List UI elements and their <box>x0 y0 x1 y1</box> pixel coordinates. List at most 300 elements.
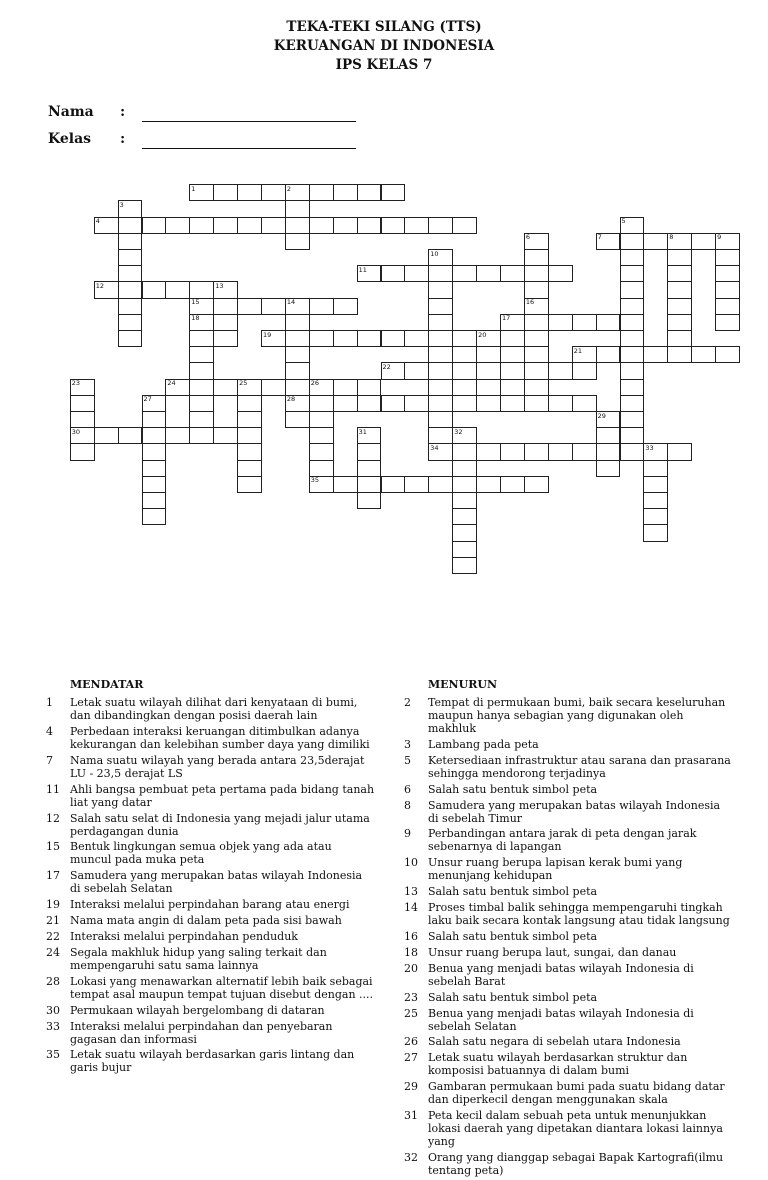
down-clue <box>404 754 734 780</box>
crossword-cell[interactable] <box>452 443 477 460</box>
crossword-cell[interactable] <box>715 249 740 266</box>
crossword-cell[interactable] <box>620 298 645 315</box>
clue-text: Salah satu bentuk simbol peta <box>428 782 598 796</box>
clue-text: Benua yang menjadi batas wilayah Indonesia di sebelah Barat <box>428 961 694 988</box>
crossword-cell[interactable] <box>691 346 716 363</box>
crossword-cell[interactable] <box>596 460 621 477</box>
crossword-cell[interactable] <box>524 314 549 331</box>
crossword-cell[interactable] <box>333 379 358 396</box>
crossword-cell[interactable] <box>165 217 190 234</box>
clue-number: 19 <box>263 330 272 339</box>
crossword-cell[interactable] <box>285 379 310 396</box>
crossword-cell[interactable] <box>428 314 453 331</box>
crossword-cell[interactable] <box>667 330 692 347</box>
crossword-cell[interactable] <box>452 362 477 379</box>
crossword-cell[interactable] <box>452 492 477 509</box>
crossword-cell[interactable] <box>333 298 358 315</box>
crossword-cell[interactable] <box>213 217 238 234</box>
crossword-cell[interactable] <box>309 217 334 234</box>
crossword-cell[interactable] <box>357 476 382 493</box>
crossword-cell[interactable] <box>118 265 143 282</box>
down-clue-list <box>404 696 734 1177</box>
clue-number: 33 <box>645 443 654 452</box>
down-clue <box>404 930 734 943</box>
crossword-cell[interactable] <box>142 443 167 460</box>
across-clue <box>46 898 376 911</box>
crossword-cell[interactable] <box>596 346 621 363</box>
crossword-cell[interactable] <box>70 443 95 460</box>
crossword-cell[interactable] <box>309 443 334 460</box>
clue-num: 10 <box>404 856 418 870</box>
crossword-cell[interactable] <box>715 314 740 331</box>
crossword-cell[interactable] <box>309 427 334 444</box>
crossword-cell[interactable] <box>213 314 238 331</box>
crossword-cell[interactable] <box>237 476 262 493</box>
clue-text: Interaksi melalui perpindahan dan penyebaran gagasan dan informasi <box>70 1019 333 1046</box>
crossword-cell[interactable] <box>548 314 573 331</box>
crossword-cell[interactable] <box>643 508 668 525</box>
clue-number: 9 <box>717 233 722 242</box>
crossword-cell[interactable] <box>142 492 167 509</box>
crossword-cell[interactable] <box>548 362 573 379</box>
crossword-cell[interactable] <box>309 411 334 428</box>
clue-num: 1 <box>46 696 53 709</box>
crossword-cell[interactable] <box>524 395 549 412</box>
crossword-cell[interactable] <box>118 217 143 234</box>
crossword-cell[interactable] <box>285 314 310 331</box>
crossword-cell[interactable] <box>620 443 645 460</box>
crossword-cell[interactable] <box>285 233 310 250</box>
crossword-cell[interactable] <box>524 443 549 460</box>
crossword-cell[interactable] <box>404 476 429 493</box>
crossword-cell[interactable] <box>667 249 692 266</box>
name-label: Nama <box>48 104 94 120</box>
crossword-cell[interactable] <box>142 427 167 444</box>
crossword-cell[interactable] <box>404 330 429 347</box>
crossword-cell[interactable] <box>333 217 358 234</box>
crossword-cell[interactable] <box>428 217 453 234</box>
crossword-cell[interactable] <box>620 314 645 331</box>
crossword-cell[interactable] <box>118 233 143 250</box>
crossword-cell[interactable] <box>548 395 573 412</box>
crossword-cell[interactable] <box>357 379 382 396</box>
across-clue <box>46 930 376 943</box>
crossword-cell[interactable] <box>404 395 429 412</box>
crossword-cell[interactable] <box>452 330 477 347</box>
crossword-cell[interactable] <box>620 249 645 266</box>
crossword-cell[interactable] <box>667 314 692 331</box>
crossword-cell[interactable] <box>357 395 382 412</box>
crossword-cell[interactable] <box>500 265 525 282</box>
clue-number: 18 <box>191 314 200 323</box>
crossword-cell[interactable] <box>70 411 95 428</box>
crossword-cell[interactable] <box>118 314 143 331</box>
crossword-cell[interactable] <box>500 476 525 493</box>
clue-text: Proses timbal balik sehingga mempengaruhi tingkah laku baik secara kontak langsung atau tidak langsung <box>428 901 730 928</box>
crossword-cell[interactable] <box>285 330 310 347</box>
clue-text: Lokasi yang menawarkan alternatif lebih baik sebagai tempat asal maupun tempat tujuan disebut dengan .... <box>70 974 374 1001</box>
crossword-cell[interactable] <box>237 298 262 315</box>
crossword-cell[interactable] <box>381 395 406 412</box>
crossword-cell[interactable] <box>667 443 692 460</box>
crossword-cell[interactable] <box>142 460 167 477</box>
across-clue <box>46 696 376 722</box>
crossword-cell[interactable] <box>476 362 501 379</box>
across-clue <box>46 840 376 866</box>
clue-text: Tempat di permukaan bumi, baik secara keseluruhan maupun hanya sebagian yang digunakan oleh makhluk <box>428 696 726 735</box>
crossword-cell[interactable] <box>213 330 238 347</box>
crossword-cell[interactable] <box>715 298 740 315</box>
clue-num: 35 <box>46 1048 60 1062</box>
crossword-cell[interactable] <box>381 265 406 282</box>
crossword-cell[interactable] <box>381 476 406 493</box>
crossword-cell[interactable] <box>142 508 167 525</box>
clue-number: 6 <box>525 233 531 242</box>
crossword-cell[interactable] <box>643 233 668 250</box>
clue-text: Samudera yang merupakan batas wilayah Indonesia di sebelah Selatan <box>70 869 363 896</box>
across-clue <box>46 754 376 780</box>
clue-num: 26 <box>404 1035 418 1049</box>
clue-text: Unsur ruang berupa laut, sungai, dan danau <box>428 945 677 959</box>
crossword-cell[interactable] <box>620 346 645 363</box>
crossword-cell[interactable] <box>118 249 143 266</box>
crossword-cell[interactable] <box>118 330 143 347</box>
crossword-cell[interactable] <box>381 184 406 201</box>
clue-num: 33 <box>46 1019 60 1033</box>
down-clue <box>404 799 734 825</box>
crossword-cell[interactable] <box>524 362 549 379</box>
crossword-cell[interactable] <box>213 184 238 201</box>
crossword-cell[interactable] <box>620 379 645 396</box>
crossword-cell[interactable] <box>237 460 262 477</box>
crossword-cell[interactable] <box>643 346 668 363</box>
clue-num: 7 <box>46 753 53 767</box>
clue-text: Peta kecil dalam sebuah peta untuk menunjukkan lokasi daerah yang dipetakan diantara lokasi lainnya yang <box>428 1109 723 1149</box>
crossword-cell[interactable] <box>643 492 668 509</box>
clue-text: Ketersediaan infrastruktur atau sarana dan prasarana sehingga mendorong terjadinya <box>428 753 731 780</box>
crossword-cell[interactable] <box>428 298 453 315</box>
name-colon: : <box>120 104 126 120</box>
crossword-cell[interactable] <box>381 330 406 347</box>
down-clue <box>404 885 734 898</box>
crossword-cell[interactable] <box>70 395 95 412</box>
crossword-cell[interactable] <box>237 184 262 201</box>
crossword-cell[interactable] <box>189 362 214 379</box>
crossword-cell[interactable] <box>142 411 167 428</box>
crossword-cell[interactable] <box>715 265 740 282</box>
crossword-cell[interactable] <box>404 265 429 282</box>
crossword-cell[interactable] <box>94 427 119 444</box>
crossword-cell[interactable] <box>667 298 692 315</box>
crossword-cell[interactable] <box>118 281 143 298</box>
crossword-cell[interactable] <box>572 362 597 379</box>
clue-text: Salah satu bentuk simbol peta <box>428 930 598 944</box>
crossword-cell[interactable] <box>118 298 143 315</box>
clue-num: 31 <box>404 1109 418 1123</box>
crossword-cell[interactable] <box>524 265 549 282</box>
crossword-cell[interactable] <box>643 460 668 477</box>
crossword-cell[interactable] <box>428 379 453 396</box>
crossword-cell[interactable] <box>452 217 477 234</box>
crossword-cell[interactable] <box>428 265 453 282</box>
crossword-cell[interactable] <box>548 443 573 460</box>
clue-number: 15 <box>191 298 200 307</box>
crossword-cell[interactable] <box>524 346 549 363</box>
clue-text: Unsur ruang berupa lapisan kerak bumi yang menunjang kehidupan <box>428 856 683 883</box>
crossword-cell[interactable] <box>428 281 453 298</box>
crossword-cell[interactable] <box>572 395 597 412</box>
crossword-cell[interactable] <box>428 427 453 444</box>
clue-num: 24 <box>46 945 60 959</box>
crossword-cell[interactable] <box>357 217 382 234</box>
crossword-cell[interactable] <box>500 362 525 379</box>
clue-text: Perbandingan antara jarak di peta dengan jarak sebenarnya di lapangan <box>428 827 697 854</box>
crossword-cell[interactable] <box>596 314 621 331</box>
across-title: MENDATAR <box>70 678 144 691</box>
crossword-cell[interactable] <box>428 476 453 493</box>
crossword-cell[interactable] <box>261 298 286 315</box>
crossword-cell[interactable] <box>285 217 310 234</box>
across-clue-list <box>46 696 376 1074</box>
crossword-cell[interactable] <box>620 411 645 428</box>
crossword-cell[interactable] <box>476 476 501 493</box>
clue-num: 16 <box>404 930 418 944</box>
crossword-cell[interactable] <box>237 395 262 412</box>
down-clue <box>404 783 734 796</box>
clue-number: 8 <box>669 233 674 242</box>
crossword-cell[interactable] <box>142 476 167 493</box>
crossword-cell[interactable] <box>428 362 453 379</box>
crossword-cell[interactable] <box>189 411 214 428</box>
crossword-cell[interactable] <box>620 233 645 250</box>
crossword-cell[interactable] <box>237 217 262 234</box>
crossword-cell[interactable] <box>620 395 645 412</box>
clue-text: Perbedaan interaksi keruangan ditimbulkan adanya kekurangan dan kelebihan sumber daya yang dimiliki <box>70 724 370 751</box>
crossword-cell[interactable] <box>524 379 549 396</box>
clue-number: 27 <box>143 395 152 404</box>
crossword-cell[interactable] <box>213 379 238 396</box>
crossword-cell[interactable] <box>428 330 453 347</box>
crossword-cell[interactable] <box>142 217 167 234</box>
clue-number: 30 <box>71 427 81 436</box>
crossword-cell[interactable] <box>357 492 382 509</box>
crossword-cell[interactable] <box>309 184 334 201</box>
crossword-cell[interactable] <box>189 281 214 298</box>
crossword-cell[interactable] <box>213 298 238 315</box>
clue-num: 28 <box>46 974 60 988</box>
crossword-cell[interactable] <box>524 476 549 493</box>
crossword-cell[interactable] <box>189 427 214 444</box>
clue-text: Letak suatu wilayah dilihat dari kenyataan di bumi, dan dibandingkan dengan posisi daerah lain <box>70 696 358 722</box>
crossword-cell[interactable] <box>620 362 645 379</box>
clue-number: 35 <box>310 476 320 485</box>
clue-text: Ahli bangsa pembuat peta pertama pada bidang tanah liat yang datar <box>70 782 375 809</box>
class-colon: : <box>120 131 126 147</box>
clue-text: Salah satu bentuk simbol peta <box>428 885 598 899</box>
clue-number: 3 <box>119 200 124 209</box>
crossword-cell[interactable] <box>189 395 214 412</box>
crossword-cell[interactable] <box>452 460 477 477</box>
crossword-cell[interactable] <box>596 443 621 460</box>
clue-number: 22 <box>382 362 391 371</box>
crossword-cell[interactable] <box>452 524 477 541</box>
clue-num: 2 <box>404 696 411 709</box>
down-clue <box>404 962 734 988</box>
down-clue <box>404 827 734 853</box>
crossword-cell[interactable] <box>285 362 310 379</box>
clue-text: Bentuk lingkungan semua objek yang ada atau muncul pada muka peta <box>70 840 332 867</box>
crossword-cell[interactable] <box>572 314 597 331</box>
clue-num: 25 <box>404 1006 418 1020</box>
clue-num: 5 <box>404 753 411 767</box>
crossword-cell[interactable] <box>428 411 453 428</box>
crossword-cell[interactable] <box>404 362 429 379</box>
crossword-cell[interactable] <box>404 217 429 234</box>
crossword-cell[interactable] <box>643 476 668 493</box>
crossword-cell[interactable] <box>309 395 334 412</box>
crossword-cell[interactable] <box>285 200 310 217</box>
crossword-cell[interactable] <box>142 281 167 298</box>
clue-text: Interaksi melalui perpindahan barang atau energi <box>70 898 350 912</box>
crossword-cell[interactable] <box>261 184 286 201</box>
clue-text: Samudera yang merupakan batas wilayah Indonesia di sebelah Timur <box>428 798 721 825</box>
clue-number: 17 <box>502 314 511 323</box>
clue-number: 20 <box>478 330 487 339</box>
crossword-cell[interactable] <box>452 476 477 493</box>
crossword-cell[interactable] <box>309 460 334 477</box>
crossword-cell[interactable] <box>428 346 453 363</box>
down-clue <box>404 696 734 735</box>
crossword-cell[interactable] <box>333 476 358 493</box>
crossword-cell[interactable] <box>237 443 262 460</box>
crossword-cell[interactable] <box>357 443 382 460</box>
across-clue <box>46 914 376 927</box>
crossword-cell[interactable] <box>476 395 501 412</box>
crossword-cell[interactable] <box>715 281 740 298</box>
crossword-cell[interactable] <box>357 184 382 201</box>
crossword-cell[interactable] <box>596 427 621 444</box>
crossword-cell[interactable] <box>452 395 477 412</box>
clue-num: 12 <box>46 811 60 825</box>
clue-text: Gambaran permukaan bumi pada suatu bidang datar dan diperkecil dengan menggunakan skala <box>428 1080 725 1107</box>
crossword-cell[interactable] <box>620 330 645 347</box>
crossword-cell[interactable] <box>524 330 549 347</box>
clue-text: Orang yang dianggap sebagai Bapak Kartografi(ilmu tentang peta) <box>428 1151 724 1178</box>
crossword-cell[interactable] <box>213 427 238 444</box>
class-label: Kelas <box>48 131 92 147</box>
down-clue <box>404 1080 734 1106</box>
clue-text: Benua yang menjadi batas wilayah Indonesia di sebelah Selatan <box>428 1006 694 1033</box>
clue-num: 19 <box>46 898 60 912</box>
clue-num: 11 <box>46 782 60 796</box>
clue-num: 17 <box>46 869 60 883</box>
crossword-cell[interactable] <box>452 557 477 574</box>
crossword-cell[interactable] <box>357 460 382 477</box>
crossword-cell[interactable] <box>118 427 143 444</box>
crossword-cell[interactable] <box>691 233 716 250</box>
crossword-cell[interactable] <box>428 395 453 412</box>
crossword-cell[interactable] <box>285 411 310 428</box>
across-clue <box>46 946 376 972</box>
crossword-cell[interactable] <box>667 281 692 298</box>
crossword-cell[interactable] <box>165 281 190 298</box>
crossword-cell[interactable] <box>715 346 740 363</box>
crossword-cell[interactable] <box>189 330 214 347</box>
crossword-cell[interactable] <box>476 379 501 396</box>
crossword-cell[interactable] <box>189 346 214 363</box>
crossword-cell[interactable] <box>309 330 334 347</box>
clue-number: 4 <box>95 217 100 226</box>
across-clue <box>46 1004 376 1017</box>
crossword-cell[interactable] <box>237 427 262 444</box>
crossword-cell[interactable] <box>189 217 214 234</box>
crossword-cell[interactable] <box>333 395 358 412</box>
crossword-cell[interactable] <box>667 265 692 282</box>
clue-text: Salah satu selat di Indonesia yang mejadi jalur utama perdagangan dunia <box>70 811 370 838</box>
crossword-cell[interactable] <box>357 330 382 347</box>
crossword-cell[interactable] <box>381 217 406 234</box>
clue-num: 14 <box>404 901 418 915</box>
crossword-cell[interactable] <box>452 508 477 525</box>
crossword-cell[interactable] <box>476 346 501 363</box>
title-line-2: KERUANGAN DI INDONESIA <box>273 38 495 54</box>
clue-number: 25 <box>239 379 248 388</box>
clue-num: 23 <box>404 990 418 1004</box>
crossword-cell[interactable] <box>524 249 549 266</box>
crossword-cell[interactable] <box>476 443 501 460</box>
crossword-cell[interactable] <box>500 443 525 460</box>
crossword-cell[interactable] <box>333 184 358 201</box>
crossword-cell[interactable] <box>237 411 262 428</box>
clue-number: 2 <box>286 184 292 193</box>
crossword-cell[interactable] <box>572 443 597 460</box>
clue-text: Letak suatu wilayah berdasarkan garis lintang dan garis bujur <box>70 1048 355 1075</box>
crossword-cell[interactable] <box>333 330 358 347</box>
across-clue <box>46 783 376 809</box>
down-clue <box>404 738 734 751</box>
crossword-cell[interactable] <box>452 541 477 558</box>
crossword-cell[interactable] <box>500 395 525 412</box>
crossword-cell[interactable] <box>165 427 190 444</box>
clue-text: Salah satu bentuk simbol peta <box>428 990 598 1004</box>
clue-num: 30 <box>46 1003 60 1017</box>
title-line-3: IPS KELAS 7 <box>335 57 433 73</box>
crossword-cell[interactable] <box>476 265 501 282</box>
across-clue <box>46 975 376 1001</box>
crossword-cell[interactable] <box>548 265 573 282</box>
down-clue <box>404 1035 734 1048</box>
clue-number: 32 <box>454 427 463 436</box>
title-line-1: TEKA-TEKI SILANG (TTS) <box>286 19 482 35</box>
clue-text: Nama mata angin di dalam peta pada sisi bawah <box>70 914 342 928</box>
crossword-cell[interactable] <box>309 298 334 315</box>
crossword-cell[interactable] <box>500 330 525 347</box>
crossword-cell[interactable] <box>285 346 310 363</box>
crossword-cell[interactable] <box>643 524 668 541</box>
crossword-cell[interactable] <box>261 217 286 234</box>
clue-num: 20 <box>404 961 418 975</box>
crossword-cell[interactable] <box>261 379 286 396</box>
across-clue <box>46 869 376 895</box>
crossword-cell[interactable] <box>524 281 549 298</box>
crossword-cell[interactable] <box>620 427 645 444</box>
crossword-cell[interactable] <box>620 265 645 282</box>
crossword-cell[interactable] <box>667 346 692 363</box>
crossword-cell[interactable] <box>620 281 645 298</box>
crossword-cell[interactable] <box>452 265 477 282</box>
crossword-cell[interactable] <box>189 379 214 396</box>
down-clue <box>404 901 734 927</box>
